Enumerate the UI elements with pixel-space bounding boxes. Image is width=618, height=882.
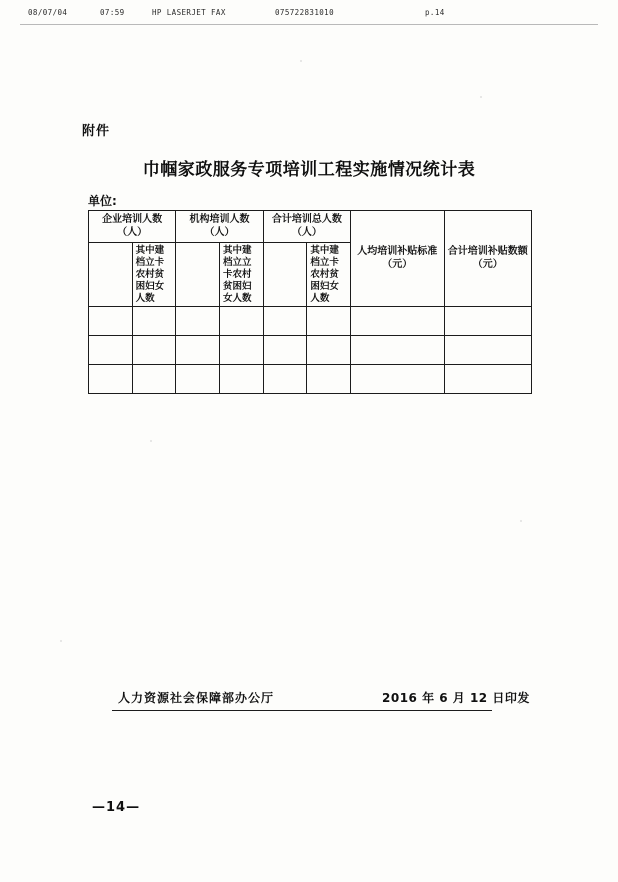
footer-date: 2016 年 6 月 12 日印发 [382, 691, 530, 705]
footer-issuer: 人力资源社会保障部办公厅 [118, 691, 275, 705]
header-divider [20, 24, 598, 25]
scan-speckle [150, 440, 152, 442]
header-total-training-count: 合计培训总人数（人） [263, 211, 350, 243]
cell-subsidy-standard[interactable] [351, 307, 445, 336]
subheader-institution-poor-rural-women: 其中建档立立卡农村贫困妇女人数 [220, 243, 264, 307]
fax-header [0, 8, 618, 22]
statistics-table [88, 210, 532, 394]
header-institution-training-count: 机构培训人数（人） [176, 211, 263, 243]
cell-subsidy-standard[interactable] [351, 365, 445, 394]
cell-subsidy-total[interactable] [444, 365, 531, 394]
subheader-enterprise-poor-rural-women: 其中建档立卡农村贫困妇女人数 [132, 243, 176, 307]
unit-label: 单位: [88, 194, 117, 208]
cell-total-count[interactable] [263, 365, 307, 394]
fax-time: 07:59 [100, 8, 125, 17]
cell-total-count[interactable] [263, 336, 307, 365]
attachment-label: 附件 [82, 124, 111, 139]
cell-enterprise-count[interactable] [89, 307, 133, 336]
scan-speckle [60, 640, 62, 642]
fax-number: 075722831010 [275, 8, 334, 17]
cell-institution-count[interactable] [176, 307, 220, 336]
footer-divider [112, 710, 492, 711]
cell-subsidy-standard[interactable] [351, 336, 445, 365]
table-row[interactable] [89, 307, 532, 336]
cell-total-poor-women[interactable] [307, 365, 351, 394]
subcell-total-blank [263, 243, 307, 307]
page-number: —14— [92, 800, 141, 815]
subcell-enterprise-blank [89, 243, 133, 307]
fax-page-label: p.14 [425, 8, 445, 17]
scan-speckle [300, 60, 302, 62]
cell-subsidy-total[interactable] [444, 336, 531, 365]
page-title: 巾帼家政服务专项培训工程实施情况统计表 [142, 160, 476, 180]
header-total-subsidy-amount: 合计培训补贴数额（元） [444, 211, 531, 307]
cell-institution-poor-women[interactable] [220, 365, 264, 394]
table-row[interactable] [89, 336, 532, 365]
table-row[interactable] [89, 365, 532, 394]
scan-speckle [520, 520, 522, 522]
fax-date: 08/07/04 [28, 8, 68, 17]
cell-enterprise-poor-women[interactable] [132, 307, 176, 336]
cell-enterprise-count[interactable] [89, 365, 133, 394]
cell-institution-count[interactable] [176, 365, 220, 394]
cell-subsidy-total[interactable] [444, 307, 531, 336]
table-group-header-row [89, 211, 532, 243]
cell-institution-poor-women[interactable] [220, 307, 264, 336]
cell-institution-count[interactable] [176, 336, 220, 365]
cell-enterprise-poor-women[interactable] [132, 365, 176, 394]
subcell-institution-blank [176, 243, 220, 307]
header-per-capita-subsidy-standard: 人均培训补贴标准（元） [351, 211, 445, 307]
cell-total-count[interactable] [263, 307, 307, 336]
cell-enterprise-poor-women[interactable] [132, 336, 176, 365]
subheader-total-poor-rural-women: 其中建档立卡农村贫困妇女人数 [307, 243, 351, 307]
header-enterprise-training-count: 企业培训人数（人） [89, 211, 176, 243]
fax-source: HP LASERJET FAX [152, 8, 226, 17]
cell-enterprise-count[interactable] [89, 336, 133, 365]
cell-total-poor-women[interactable] [307, 336, 351, 365]
scan-speckle [480, 96, 482, 98]
cell-institution-poor-women[interactable] [220, 336, 264, 365]
cell-total-poor-women[interactable] [307, 307, 351, 336]
